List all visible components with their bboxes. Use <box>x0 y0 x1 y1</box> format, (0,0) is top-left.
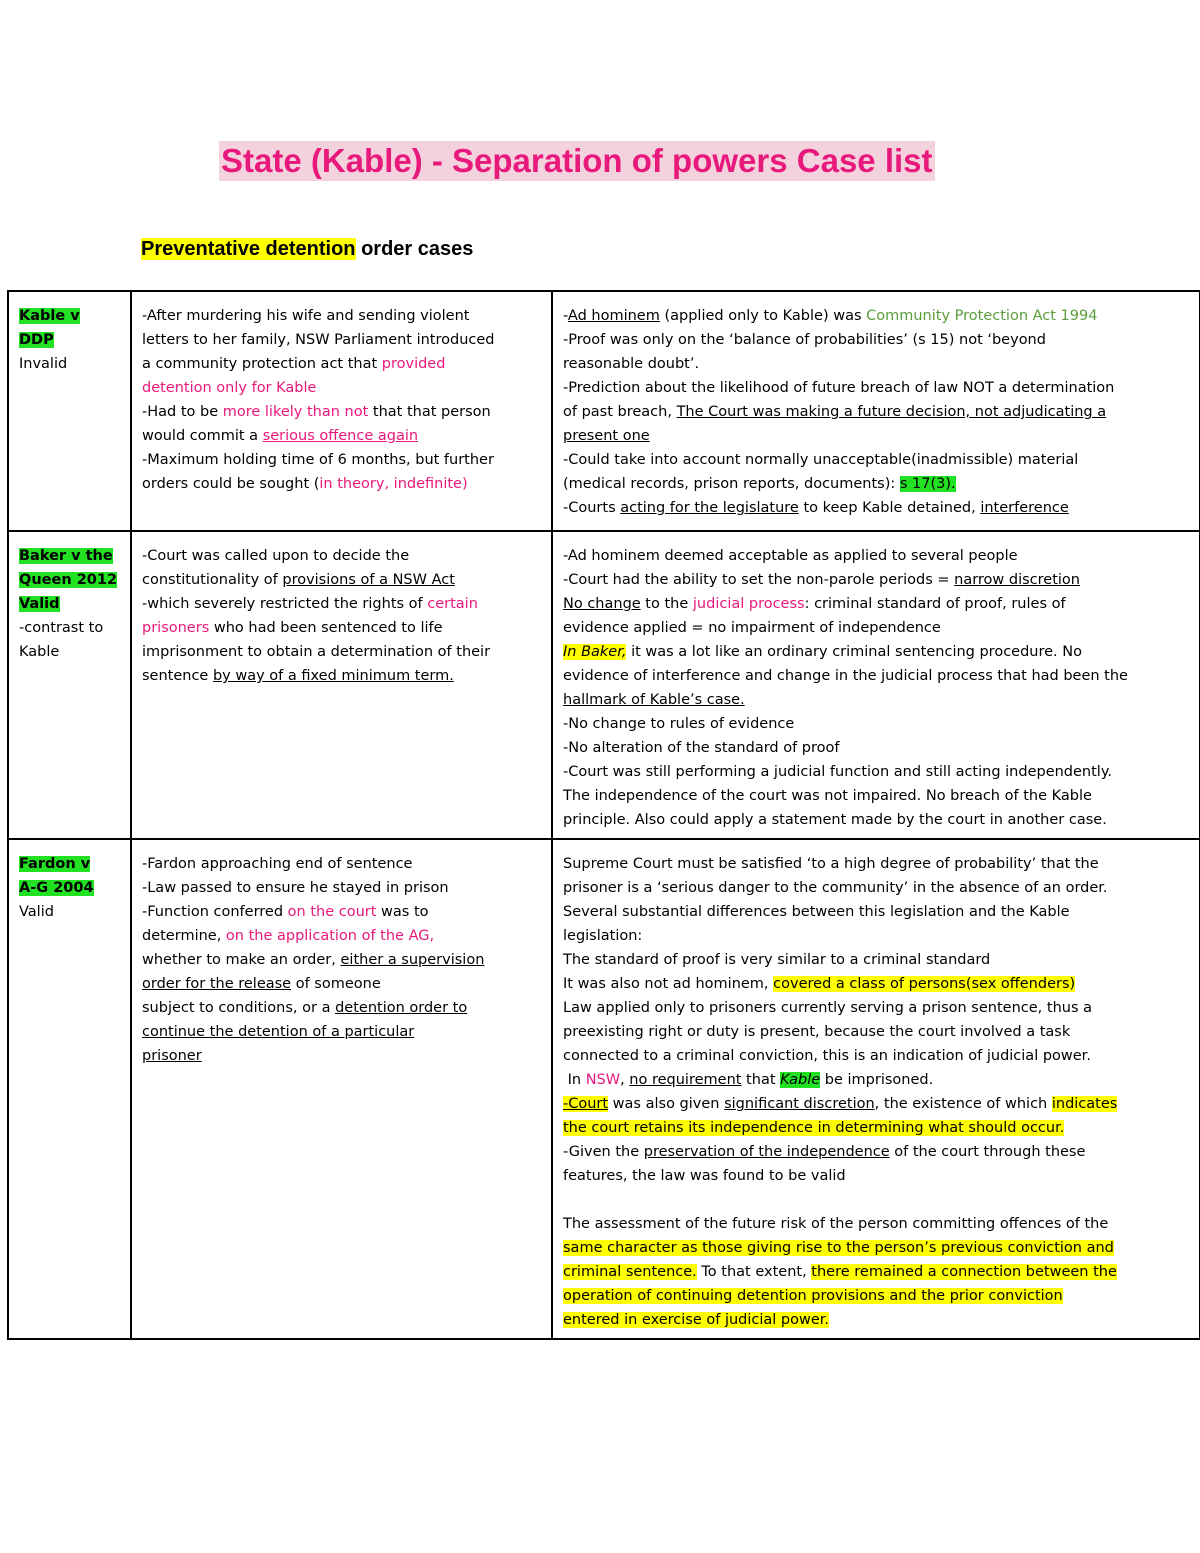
text-line: evidence applied = no impairment of independence <box>563 620 941 636</box>
text-line: determine, on the application of the AG, <box>142 928 435 944</box>
text-line: -Law passed to ensure he stayed in prison <box>142 880 449 896</box>
text-line: -Ad hominem deemed acceptable as applied to several people <box>563 548 1018 564</box>
text-line: -Had to be more likely than not that that person <box>142 404 491 420</box>
text-line: -Prediction about the likelihood of future breach of law NOT a determination <box>563 380 1115 396</box>
text-line: of past breach, The Court was making a future decision, not adjudicating a <box>563 404 1107 420</box>
case-name-cell <box>8 291 131 531</box>
text-line: The independence of the court was not impaired. No breach of the Kable <box>563 788 1092 804</box>
case-table <box>7 290 1200 1340</box>
text-line: -Court had the ability to set the non-parole periods = narrow discretion <box>563 572 1080 588</box>
text-line: continue the detention of a particular <box>142 1024 415 1040</box>
text-line: -Proof was only on the ‘balance of probabilities’ (s 15) not ‘beyond <box>563 332 1046 348</box>
text-line: hallmark of Kable’s case. <box>563 692 745 708</box>
text-line: would commit a serious offence again <box>142 428 419 444</box>
text-line: preexisting right or duty is present, because the court involved a task <box>563 1024 1071 1040</box>
text-line: prisoner <box>142 1048 202 1064</box>
text-line: -Maximum holding time of 6 months, but further <box>142 452 494 468</box>
text-line: a community protection act that provided <box>142 356 446 372</box>
text-line: whether to make an order, either a supervision <box>142 952 485 968</box>
text-line: prisoner is a ‘serious danger to the community’ in the absence of an order. <box>563 880 1108 896</box>
text-line: order for the release of someone <box>142 976 381 992</box>
text-line: -Could take into account normally unacceptable(inadmissible) material <box>563 452 1079 468</box>
text-line: operation of continuing detention provisions and the prior conviction <box>563 1288 1063 1304</box>
text-line: present one <box>563 428 650 444</box>
text-line: constitutionality of provisions of a NSW Act <box>142 572 455 588</box>
text-line: -After murdering his wife and sending violent <box>142 308 470 324</box>
analysis-cell <box>552 839 1200 1339</box>
text-line: -Given the preservation of the independence of the court through these <box>563 1144 1086 1160</box>
text-line: -Function conferred on the court was to <box>142 904 429 920</box>
text-line: connected to a criminal conviction, this is an indication of judicial power. <box>563 1048 1091 1064</box>
case-note: -contrast to <box>19 620 104 636</box>
text-line: -Court was also given significant discretion, the existence of which indicates <box>563 1096 1118 1112</box>
text-line: -Ad hominem (applied only to Kable) was Community Protection Act 1994 <box>563 308 1098 324</box>
text-line: features, the law was found to be valid <box>563 1168 846 1184</box>
text-line: Supreme Court must be satisfied ‘to a high degree of probability’ that the <box>563 856 1099 872</box>
text-line: same character as those giving rise to the person’s previous conviction and <box>563 1240 1114 1256</box>
analysis-cell <box>552 531 1200 839</box>
case-name: Baker v the <box>19 548 113 564</box>
text-line: In NSW, no requirement that Kable be imprisoned. <box>563 1072 934 1088</box>
facts-cell <box>131 839 552 1339</box>
text-line: entered in exercise of judicial power. <box>563 1312 830 1328</box>
facts-cell <box>131 531 552 839</box>
page-title: State (Kable) - Separation of powers Case list <box>221 142 933 179</box>
text-line: The assessment of the future risk of the person committing offences of the <box>563 1216 1109 1232</box>
text-line: -which severely restricted the rights of certain <box>142 596 478 612</box>
text-line: detention only for Kable <box>142 380 317 396</box>
text-line: -Court was still performing a judicial function and still acting independently. <box>563 764 1112 780</box>
table-row <box>8 531 1200 839</box>
case-name-cell <box>8 839 131 1339</box>
case-name: DDP <box>19 332 54 348</box>
case-name: Kable v <box>19 308 80 324</box>
case-name: A-G 2004 <box>19 880 94 896</box>
text-line: orders could be sought (in theory, indefinite) <box>142 476 468 492</box>
text-line: -Fardon approaching end of sentence <box>142 856 413 872</box>
analysis-cell <box>552 291 1200 531</box>
table-row <box>8 839 1200 1339</box>
paragraph-gap <box>563 1188 1191 1212</box>
text-line: -No change to rules of evidence <box>563 716 795 732</box>
facts-cell <box>131 291 552 531</box>
subtitle-rest: order cases <box>355 238 474 260</box>
text-line: principle. Also could apply a statement made by the court in another case. <box>563 812 1107 828</box>
text-line: the court retains its independence in determining what should occur. <box>563 1120 1065 1136</box>
text-line: In Baker, it was a lot like an ordinary criminal sentencing procedure. No <box>563 644 1082 660</box>
case-name: Fardon v <box>19 856 91 872</box>
text-line: prisoners who had been sentenced to life <box>142 620 443 636</box>
section-subtitle <box>141 236 473 262</box>
text-line: -Court was called upon to decide the <box>142 548 410 564</box>
text-line: Several substantial differences between this legislation and the Kable <box>563 904 1070 920</box>
text-line: (medical records, prison reports, documents): s 17(3). <box>563 476 956 492</box>
case-name-cell <box>8 531 131 839</box>
text-line: The standard of proof is very similar to a criminal standard <box>563 952 991 968</box>
text-line: imprisonment to obtain a determination of their <box>142 644 491 660</box>
table-row <box>8 291 1200 531</box>
text-line: evidence of interference and change in the judicial process that had been the <box>563 668 1128 684</box>
case-name: Queen 2012 <box>19 572 118 588</box>
text-line: It was also not ad hominem, covered a class of persons(sex offenders) <box>563 976 1076 992</box>
case-result: Invalid <box>19 356 68 372</box>
text-line: -Courts acting for the legislature to keep Kable detained, interference <box>563 500 1069 516</box>
text-line: letters to her family, NSW Parliament introduced <box>142 332 495 348</box>
text-line: legislation: <box>563 928 643 944</box>
text-line: subject to conditions, or a detention order to <box>142 1000 468 1016</box>
subtitle-highlight: Preventative detention <box>141 238 356 260</box>
text-line: reasonable doubt’. <box>563 356 700 372</box>
case-note: Kable <box>19 644 60 660</box>
text-line: No change to the judicial process: criminal standard of proof, rules of <box>563 596 1066 612</box>
text-line: sentence by way of a fixed minimum term. <box>142 668 454 684</box>
text-line: Law applied only to prisoners currently serving a prison sentence, thus a <box>563 1000 1092 1016</box>
text-line: criminal sentence. To that extent, there remained a connection between the <box>563 1264 1117 1280</box>
case-result: Valid <box>19 904 54 920</box>
case-result: Valid <box>19 596 60 612</box>
text-line: -No alteration of the standard of proof <box>563 740 840 756</box>
